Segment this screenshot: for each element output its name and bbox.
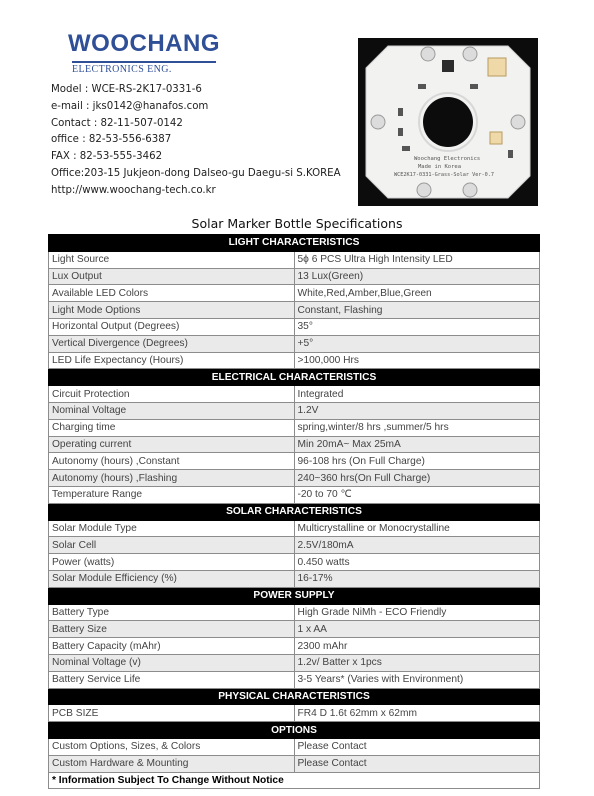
spec-label: Power (watts) [49,554,295,571]
spec-value: 3-5 Years* (Varies with Environment) [294,671,540,688]
spec-row [49,654,540,671]
spec-row [49,470,540,487]
spec-row [49,318,540,335]
spec-row [49,604,540,621]
spec-label: Battery Service Life [49,671,295,688]
spec-label: LED Life Expectancy (Hours) [49,352,295,369]
spec-label: Battery Type [49,604,295,621]
spec-row [49,638,540,655]
website-link[interactable]: http://www.woochang-tech.co.kr [51,184,216,196]
spec-label: Battery Size [49,621,295,638]
section-header-row [49,369,540,386]
spec-label: Autonomy (hours) ,Flashing [49,470,295,487]
document-title: Solar Marker Bottle Specifications [191,216,403,231]
spec-row [49,402,540,419]
contact-block [51,82,341,200]
address-line: Office:203-15 Jukjeon-dong Dalseo-gu Daegu-si S.KOREA [51,167,341,179]
spec-value: Multicrystalline or Monocrystalline [294,520,540,537]
section-header-row [49,235,540,252]
pcb-text-3: WCE2K17-0331-Grass-Solar Ver-0.7 [394,172,494,178]
spec-row [49,285,540,302]
spec-value: 2.5V/180mA [294,537,540,554]
section-header-row [49,503,540,520]
spec-row [49,352,540,369]
spec-label: Nominal Voltage (v) [49,654,295,671]
spec-value: >100,000 Hrs [294,352,540,369]
spec-value: spring,winter/8 hrs ,summer/5 hrs [294,419,540,436]
spec-value: 13 Lux(Green) [294,268,540,285]
spec-row [49,302,540,319]
spec-value: 1 x AA [294,621,540,638]
spec-value: Constant, Flashing [294,302,540,319]
section-title: OPTIONS [49,722,540,739]
spec-value: 5ϕ 6 PCS Ultra High Intensity LED [294,251,540,268]
spec-row [49,453,540,470]
section-title: POWER SUPPLY [49,587,540,604]
spec-row [49,537,540,554]
company-logo [68,32,228,78]
spec-label: Solar Module Efficiency (%) [49,570,295,587]
model-line: Model : WCE-RS-2K17-0331-6 [51,84,202,95]
spec-value: 96-108 hrs (On Full Charge) [294,453,540,470]
spec-value: 0.450 watts [294,554,540,571]
spec-value: +5° [294,335,540,352]
spec-value: Integrated [294,386,540,403]
pcb-text-2: Made in Korea [418,164,462,170]
email-line: e-mail : jks0142@hanafos.com [51,100,209,112]
spec-label: Nominal Voltage [49,402,295,419]
section-title: PHYSICAL CHARACTERISTICS [49,688,540,705]
spec-table [48,234,540,789]
spec-value: High Grade NiMh - ECO Friendly [294,604,540,621]
footnote-row [49,772,540,789]
spec-table-body [49,235,540,789]
spec-label: Custom Options, Sizes, & Colors [49,738,295,755]
spec-row [49,486,540,503]
spec-row [49,554,540,571]
spec-label: Custom Hardware & Mounting [49,755,295,772]
spec-value: Min 20mA~ Max 25mA [294,436,540,453]
section-title: SOLAR CHARACTERISTICS [49,503,540,520]
spec-row [49,520,540,537]
section-header-row [49,722,540,739]
spec-label: Battery Capacity (mAhr) [49,638,295,655]
pcb-text-1: Woochang Electronics [414,156,481,162]
spec-label: Light Mode Options [49,302,295,319]
spec-value: 16-17% [294,570,540,587]
spec-label: Solar Cell [49,537,295,554]
spec-label: Lux Output [49,268,295,285]
spec-row [49,436,540,453]
spec-value: Please Contact [294,738,540,755]
spec-row [49,738,540,755]
spec-row [49,621,540,638]
spec-label: Charging time [49,419,295,436]
spec-row [49,705,540,722]
section-header-row [49,587,540,604]
spec-label: Available LED Colors [49,285,295,302]
spec-value: 1.2V [294,402,540,419]
spec-row [49,268,540,285]
spec-value: White,Red,Amber,Blue,Green [294,285,540,302]
spec-row [49,335,540,352]
spec-value: FR4 D 1.6t 62mm x 62mm [294,705,540,722]
spec-value: -20 to 70 ℃ [294,486,540,503]
footnote: * Information Subject To Change Without Notice [49,772,540,789]
spec-label: Solar Module Type [49,520,295,537]
spec-label: PCB SIZE [49,705,295,722]
logo-underline [72,61,216,63]
spec-label: Circuit Protection [49,386,295,403]
spec-row [49,386,540,403]
spec-row [49,570,540,587]
logo-subtitle: ELECTRONICS ENG. [72,64,172,75]
contact-phone-line: Contact : 82-11-507-0142 [51,117,183,129]
logo-wordmark: WOOCHANG [68,30,220,57]
spec-label: Horizontal Output (Degrees) [49,318,295,335]
spec-label: Autonomy (hours) ,Constant [49,453,295,470]
section-title: LIGHT CHARACTERISTICS [49,235,540,252]
spec-row [49,755,540,772]
spec-value: 2300 mAhr [294,638,540,655]
pcb-illustration [358,38,538,206]
spec-row [49,671,540,688]
spec-value: Please Contact [294,755,540,772]
office-phone-line: office : 82-53-556-6387 [51,134,172,146]
fax-line: FAX : 82-53-555-3462 [51,151,163,163]
spec-label: Operating current [49,436,295,453]
spec-row [49,251,540,268]
spec-label: Temperature Range [49,486,295,503]
pcb-photo [358,38,538,206]
spec-label: Vertical Divergence (Degrees) [49,335,295,352]
spec-value: 35° [294,318,540,335]
section-header-row [49,688,540,705]
section-title: ELECTRICAL CHARACTERISTICS [49,369,540,386]
spec-label: Light Source [49,251,295,268]
spec-row [49,419,540,436]
spec-value: 1.2v/ Batter x 1pcs [294,654,540,671]
spec-value: 240~360 hrs(On Full Charge) [294,470,540,487]
